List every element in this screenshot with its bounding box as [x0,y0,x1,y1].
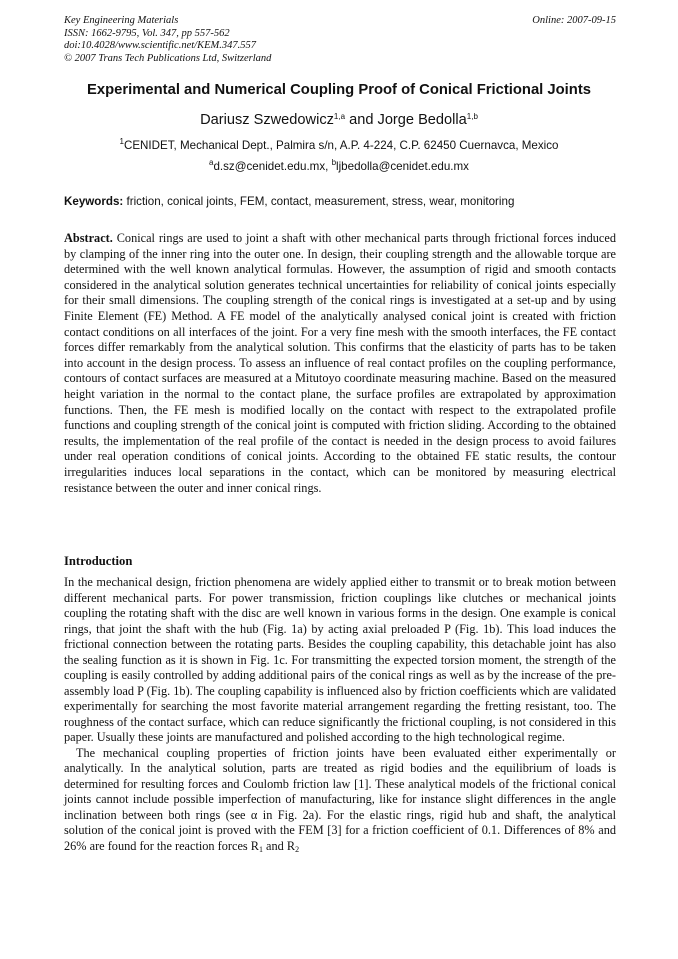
email-b-marker: b [331,158,337,167]
intro-p2-part-b: in Fig. 2a). For the elastic rings, rigid hub and shaft, the analytical solution of the conical joint is proved with the FEM [3] for a friction coefficient of 0.1. Differences of 8% and 26% are found for the reaction forces R [64,807,617,853]
journal-copyright: © 2007 Trans Tech Publications Ltd, Switzerland [64,52,272,64]
intro-p2-part-c: and R [262,838,296,853]
affiliation [40,139,638,152]
alpha-symbol: α [250,807,258,822]
paper-authors [40,112,638,128]
abstract-text: Conical rings are used to joint a shaft with other mechanical parts through frictional forces induced by clamping of the inner ring into the outer one. In design, their coupling strength and the allowable torque are determined with the well known analytical formulas. However, the assumption of rigid and smooth contacts considered in the analytical solution generates technical uncertainties for reliability of conical joints especially for their small dimensions. The coupling strength of the conical rings is investigated at a set-up and by using Finite Element (FE) Method. A FE model of the analytically analysed conical joint is created with friction contact conditions on all interfaces of the joint. For a very fine mesh with the smooth interfaces, the FE contact forces differ remarkably from the analytical solution. This confirms that the elasticity of parts has to be taken into account in the design process. To assess an influence of real contact profiles on the coupling performance, contours of contact surfaces are measured at a Mitutoyo coordinate measuring machine. Based on the measured height variation in the normal to the contact plane, the surface profiles are extrapolated by approximation functions. Then, the FE mesh is modified locally on the contact with respect to the extrapolated profile functions and coupling strength of the conical joint is computed with friction sliding. According to the obtained results, the implementation of the real profile of the contact is needed in the design process to avoid failures under real operation conditions of conical joints. According to the obtained FE static results, the contour irregularities induces local separations in the contact, which can be monitored by measuring electrical resistance between the outer and inner conical rings. [64,231,616,495]
email-a: d.sz@cenidet.edu.mx, [213,160,332,173]
introduction-body [64,575,616,854]
r2-subscript: 2 [295,844,300,854]
intro-p2-part-a: The mechanical coupling properties of friction joints have been evaluated either experimentally or analytically. In the analytical solution, parts are treated as rigid bodies and the equilibrium of loads is determined for resulting forces and Coulomb friction law [1]. These analytical models of the frictional conical joints cannot include possible imperfection of manufacturing, like for instance slight differences in the angle inclination between both rings (see [64,745,616,822]
author-emails [40,160,638,173]
author-1: Dariusz Szwedowicz [200,112,334,128]
abstract-label: Abstract. [64,231,113,245]
author-2: Jorge Bedolla [377,112,467,128]
journal-doi: doi:10.4028/www.scientific.net/KEM.347.557 [64,40,256,51]
journal-name: Key Engineering Materials [64,15,179,26]
journal-header [64,15,616,65]
abstract [64,231,616,496]
authors-separator: and [345,112,378,128]
online-date: Online: 2007-09-15 [532,15,616,26]
email-b: ljbedolla@cenidet.edu.mx [336,160,469,173]
introduction-paragraph-2 [64,746,616,855]
keywords [64,195,624,208]
introduction-paragraph-1: In the mechanical design, friction phenomena are widely applied either to transmit or to break motion between different mechanical parts. For power transmission, friction couplings like clutches or mechanical joints coupling the rotating shaft with the disc are well known in various forms in the design. One example is conical rings, that joint the shaft with the hub (Fig. 1a) by acting axial preloaded P (Fig. 1b). This load induces the frictional connection between the rotating parts. Besides the coupling capability, this detachable joint has also the sealing function as it is shown in Fig. 1c. For transmitting the expected torsion moment, the strength of the coupling is easily controlled by adding additional pairs of the conical rings as well as by the increase of the pre-assembly load P (Fig. 1b). The coupling capability is influenced also by friction coefficients which are validated experimentally for searching the most favorite material arrangement regarding the fretting resistant, too. The roughness of the contact surface, which can reduce significantly the frictional coupling, is not considered in this paper. Usually these joints are manufactured and polished according to the high technological regime. [64,575,616,744]
affiliation-text: CENIDET, Mechanical Dept., Palmira s/n, A.P. 4-224, C.P. 62450 Cuernavca, Mexico [123,139,559,152]
keywords-text: friction, conical joints, FEM, contact, measurement, stress, wear, monitoring [123,195,515,208]
r1-subscript: 1 [258,844,263,854]
paper-title: Experimental and Numerical Coupling Proof of Conical Frictional Joints [87,82,591,98]
email-a-marker: a [209,158,214,167]
author-2-affiliation: 1,b [466,112,478,121]
affiliation-marker: 1 [119,137,124,146]
author-1-affiliation: 1,a [333,112,346,121]
keywords-label: Keywords: [64,195,124,208]
introduction-heading: Introduction [64,554,133,568]
journal-issn: ISSN: 1662-9795, Vol. 347, pp 557-562 [64,27,230,39]
